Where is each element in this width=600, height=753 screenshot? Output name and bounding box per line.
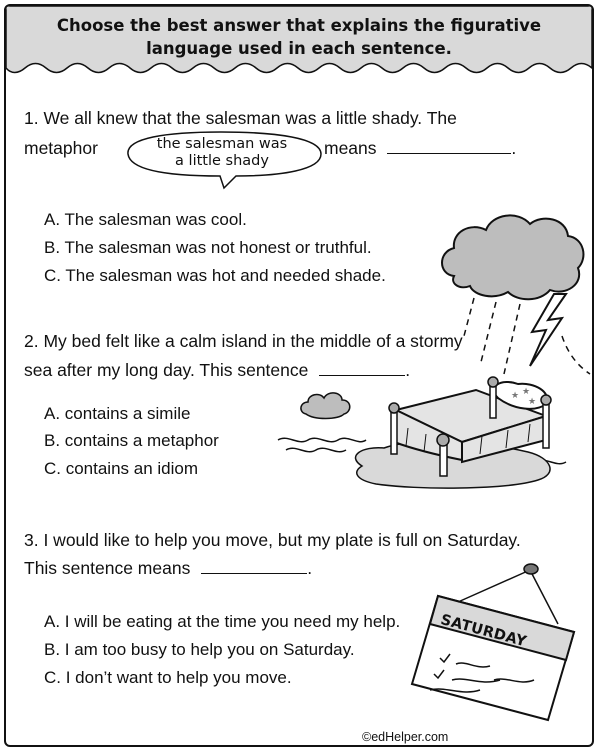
- title-line-2: language used in each sentence.: [146, 39, 452, 58]
- speech-bubble-text: [124, 136, 320, 170]
- question-3-option-b[interactable]: B. I am too busy to help you on Saturday.: [44, 640, 355, 659]
- question-2-option-b[interactable]: B. contains a metaphor: [44, 431, 219, 450]
- question-1-option-a[interactable]: A. The salesman was cool.: [44, 210, 247, 229]
- svg-text:★: ★: [528, 397, 537, 407]
- question-1-line-2-suffix: [324, 136, 516, 160]
- bed-island-illustration: [266, 366, 592, 496]
- title-line-1: Choose the best answer that explains the figurative: [56, 16, 542, 35]
- bubble-line-1: the salesman was: [156, 136, 288, 152]
- question-3-option-c[interactable]: C. I don’t want to help you move.: [44, 668, 292, 687]
- question-1-metaphor-label: metaphor: [24, 138, 98, 158]
- question-2-option-c[interactable]: C. contains an idiom: [44, 459, 199, 478]
- worksheet-title: [16, 14, 582, 60]
- bubble-line-2: a little shady: [175, 153, 269, 169]
- question-3-option-a[interactable]: A. I will be eating at the time you need my help.: [44, 612, 401, 631]
- svg-text:★: ★: [511, 391, 520, 401]
- question-1-option-b[interactable]: B. The salesman was not honest or truthful.: [44, 238, 372, 257]
- calendar-label: SATURDAY: [438, 612, 529, 651]
- worksheet: [4, 4, 594, 747]
- question-1-option-c[interactable]: C. The salesman was hot and needed shade.: [44, 266, 386, 285]
- question-2-option-a[interactable]: A. contains a simile: [44, 404, 191, 423]
- copyright-credit: ©edHelper.com: [362, 730, 449, 744]
- svg-text:★: ★: [522, 387, 531, 397]
- question-3-line-1: 3. I would like to help you move, but my plate is full on Saturday.: [24, 530, 521, 550]
- question-1-period: .: [511, 138, 517, 158]
- question-2-line-2-text: sea after my long day. This sentence: [24, 360, 309, 380]
- question-2-line-1: 2. My bed felt like a calm island in the middle of a stormy: [24, 331, 463, 351]
- question-3-line-2-text: This sentence means: [24, 558, 191, 578]
- question-3-line-2: [24, 556, 312, 580]
- answer-blank-3[interactable]: [201, 556, 307, 574]
- means-label: means: [324, 138, 377, 158]
- question-2-period: .: [405, 360, 411, 380]
- question-1-line-1: 1. We all knew that the salesman was a little shady. The: [24, 108, 457, 128]
- question-3-period: .: [307, 558, 313, 578]
- answer-blank-1[interactable]: [387, 136, 511, 154]
